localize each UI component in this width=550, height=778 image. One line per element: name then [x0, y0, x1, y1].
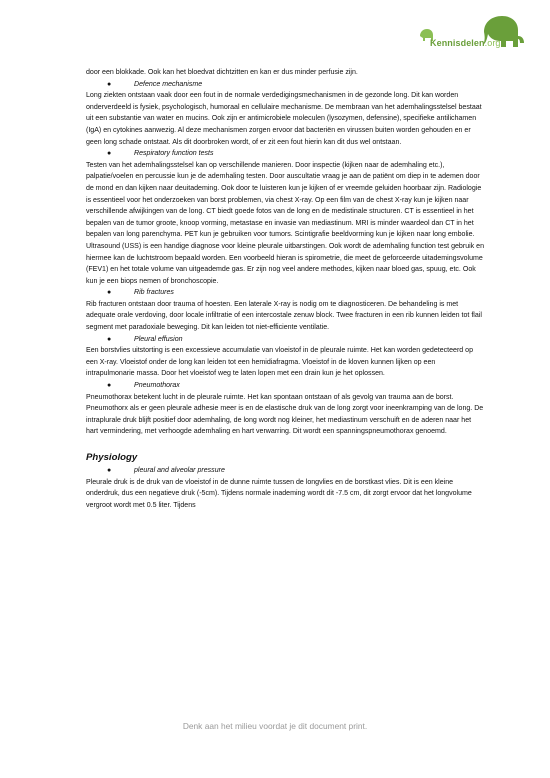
- bullet-label: Rib fractures: [134, 289, 174, 297]
- bullet-label: Respiratory function tests: [134, 150, 214, 158]
- bullet-label: pleural and alveolar pressure: [134, 467, 225, 474]
- section-bullet-heading: [86, 148, 484, 160]
- bullet-dot-icon: ●: [107, 467, 112, 474]
- section-heading: Physiology: [86, 452, 138, 463]
- bullet-dot-icon: ●: [107, 80, 112, 88]
- paragraph: Long ziekten ontstaan vaak door een fout in de normale verdedigingsmechanismen in de gezonde long. Dit kan worden onderverdeeld is fysiek, psychologisch, humoraal en cellulaire mechanisme. De membraan van het ademhalingsstelsel bestaat uit een substantie van water en mucins. Ook zijn er antimicrobiele moleculen (lysozymen, defensine), specifieke antilichamen (IgA) en cytokines aanwezig. Al deze mechanismen zorgen ervoor dat bacteriën en virussen buiten worden gehouden en er geen long schade ontstaat. Als dit doorbroken wordt, of er zit een fout hierin kan dit dus wel ontstaan.: [86, 92, 482, 146]
- paragraph: Rib fracturen ontstaan door trauma of hoesten. Een laterale X-ray is nodig om te diagnosticeren. De behandeling is met adequate orale verdoving, door locale infiltratie of een intercostale zenuw block. Twee fracturen in een rib kunnen leiden tot flail segment met paradoxiale beweging. Dit kan leiden tot niet-efficiente ventilatie.: [86, 300, 482, 332]
- paragraph: Pleurale druk is de druk van de vloeistof in de dunne ruimte tussen de longvlies en de borstkast vlies. Dit is een kleine onderdruk, dus een negatieve druk (-5cm). Tijdens normale inademing wordt dit -7.5 cm, dit zorgt ervoor dat het longvolume vergroot wordt met 0.5 liter. Tijdens: [86, 478, 472, 509]
- bullet-dot-icon: ●: [107, 335, 112, 343]
- section-bullet-heading: [86, 79, 484, 91]
- paragraph: Testen van het ademhalingsstelsel kan op verschillende manieren. Door inspectie (kijken naar de ademhaling etc.), palpatie/voelen en percussie kun je de ademhaling testen. Door auscultatie vraag je aan de patiënt om diep in te ademen door de mond en dan kijken naar deuitademing. Ook door te luisteren kun je kijken of er vreemde geluiden hoorbaar zijn. Radiologie is essentieel voor het onderzoeken van borst problemen, via chest X-ray. Op een film van de chest X-ray kun je kijken naar verschillende afwijkingen van de long. CT biedt goede fotos van de long en de medistinale structuren. CT is essentieel in het bepalen van de tumor groote, knoop vorming, metastase en invasie van mediastinum. MRI is minder waardeol dan CT in het bepalen van long parenchyma. PET kun je gebruiken voor tumors. Scintigrafie beeldvorming kun je kijken naar long embolie. Ultrasound (USS) is een handige diagnose voor kleine pleurale uitbarstingen. Ook wordt de ademhaling function test gebruik en hiermee kan de luchtstroom bepaald worden. Een voorbeeld hieran is spirometrie, die meet de geforceerde uitademingsvolume (FEV1) en het totale volume van uitgeademde gas. Er zijn nog veel andere methodes, kijken naar bloed gas, spuug, etc. Ook kun je een biops nemen of bronchoscopie.: [86, 161, 484, 285]
- paragraph: door een blokkade. Ook kan het bloedvat dichtzitten en kan er dus minder perfusie zijn.: [86, 69, 358, 76]
- document-body: [86, 67, 484, 511]
- section-bullet-heading: [86, 380, 484, 392]
- bullet-label: Pneumothorax: [134, 382, 180, 390]
- section-bullet-heading: [86, 287, 484, 299]
- bullet-dot-icon: ●: [107, 382, 112, 390]
- bullet-label: Pleural effusion: [134, 335, 183, 343]
- footer-note: Denk aan het milieu voordat je dit document print.: [182, 721, 368, 731]
- logo-wordmark: Kennisdelen.org: [430, 38, 501, 48]
- section-bullet-heading: [86, 465, 484, 477]
- bullet-dot-icon: ●: [107, 150, 112, 158]
- paragraph: Pneumothorax betekent lucht in de pleurale ruimte. Het kan spontaan ontstaan of als gevolg van trauma aan de borst. Pneumothorx als er geen pleurale adhesie meer is en de elastische druk van de long zorgt voor ineenkramping van de long. De intraplurale druk blijft positief door ademhaling, de long wordt nog kleiner, het mediastinum verschuift en de aderen naar het hart vermindering, met verhoogde ademhaling en hart verwarring. Dit wordt een spanningspneumothorax genoemd.: [86, 393, 484, 436]
- kennisdelen-logo[interactable]: [414, 14, 532, 50]
- bullet-label: Defence mechanisme: [134, 80, 203, 88]
- section-bullet-heading: [86, 334, 484, 346]
- paragraph: Een borstvlies uitstorting is een excessieve accumulatie van vloeistof in de pleurale ruimte. Het kan worden gedetecteerd op een X-ray. Vloeistof onder de long kan leiden tot een hemidiafragma. Vloeistof in de kloven kunnen lijken op een intrapulmonarie massa. Door het vloeistof weg te laten lopen met een drain kun je het oplossen.: [86, 347, 474, 378]
- bullet-dot-icon: ●: [107, 289, 112, 297]
